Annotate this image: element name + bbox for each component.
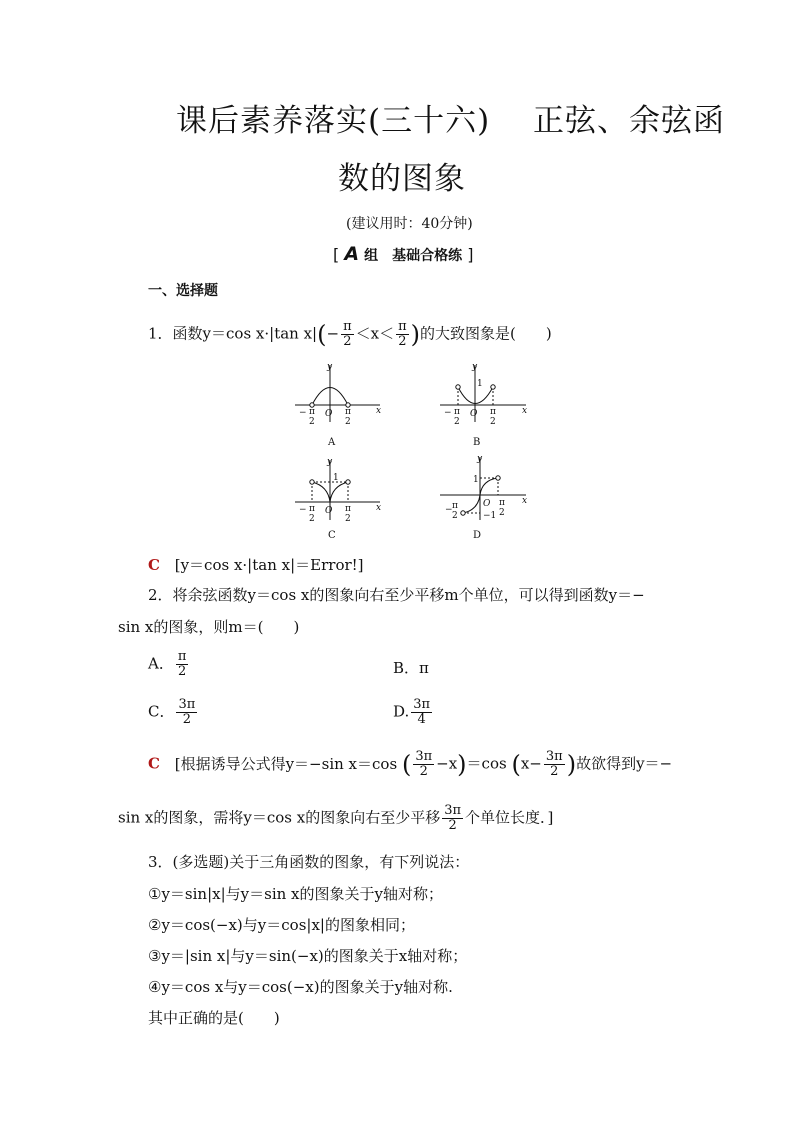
graph-label-b: B [473, 437, 481, 448]
svg-text:π: π [452, 501, 458, 511]
q2-option-c[interactable]: C． $\frac{3\pi}{2}$ [148, 697, 196, 727]
svg-text:2: 2 [309, 514, 315, 524]
q1-cond: ＜x＜ [355, 324, 395, 343]
svg-text:2: 2 [454, 417, 460, 427]
svg-text:1: 1 [473, 475, 479, 485]
graph-label-a: A [328, 437, 336, 448]
q2-option-a[interactable]: A． $\frac{\pi}{2}$ [148, 649, 187, 679]
svg-text:O: O [325, 506, 333, 516]
q1-num: 1．函数 [148, 324, 203, 343]
svg-text:y: y [472, 362, 478, 372]
svg-text:O: O [483, 499, 491, 509]
svg-text:2: 2 [345, 514, 351, 524]
question-3-stem: 3．(多选题)关于三角函数的图象，有下列说法： [148, 853, 470, 871]
page-title-line2: 数的图象 [338, 161, 466, 197]
svg-text:π: π [309, 504, 315, 514]
group-header [333, 243, 474, 265]
answer-2-line1: C [根据诱导公式得y＝−sin x＝cos ( $\frac{3\pi}{2}$ −x)＝cos (x− $\frac{3\pi}{2}$ )故欲得到y＝− [148, 749, 673, 779]
answer-1-text: [y＝cos x·|tan x|＝Error!] [174, 556, 364, 574]
svg-text:x: x [522, 406, 528, 416]
q2-option-b[interactable]: B．π [393, 659, 429, 677]
graph-label-d: D [473, 530, 482, 541]
q3-item-4: ④y＝cos x与y＝cos(−x)的图象关于y轴对称. [148, 978, 453, 996]
group-text: 组 基础合格练 [364, 248, 463, 264]
q3-item-3: ③y＝|sin x|与y＝sin(−x)的图象关于x轴对称； [148, 947, 468, 965]
svg-text:π: π [345, 504, 351, 514]
answer-1-letter: C [148, 556, 160, 574]
svg-text:1: 1 [477, 379, 483, 389]
svg-text:π: π [345, 407, 351, 417]
svg-text:2: 2 [490, 417, 496, 427]
svg-text:y: y [327, 457, 333, 467]
svg-text:x: x [376, 503, 382, 513]
svg-text:2: 2 [345, 417, 351, 427]
q3-item-2: ②y＝cos(−x)与y＝cos|x|的图象相同； [148, 916, 415, 934]
q1-graphs [290, 360, 550, 550]
q1-minus: − [326, 324, 340, 343]
q1-frac-right: $\frac{\pi}{2}$ [398, 319, 407, 349]
question-1: 1．函数y＝cos x·|tan x|(− $\frac{\pi}{2}$ ＜x＜ $\frac{\pi}{2}$ )的大致图象是( ) [148, 319, 552, 349]
svg-text:−: − [299, 408, 307, 418]
section-heading: 一、选择题 [148, 283, 218, 299]
svg-text:2: 2 [499, 508, 505, 518]
group-letter: A [344, 243, 360, 265]
answer-2-line2: sin x的图象，需将y＝cos x的图象向右至少平移 $\frac{3\pi}{2}$ 个单位长度．] [118, 803, 554, 833]
svg-text:2: 2 [452, 511, 458, 521]
answer-1 [148, 554, 364, 575]
svg-text:O: O [470, 409, 478, 419]
q2-option-d[interactable]: D. $\frac{3\pi}{4}$ [393, 697, 431, 727]
q1-tail: 的大致图象是( ) [420, 324, 552, 343]
svg-text:x: x [376, 406, 382, 416]
svg-text:−: − [445, 505, 453, 515]
svg-text:1: 1 [333, 473, 339, 483]
q1-frac-left: $\frac{\pi}{2}$ [343, 319, 352, 349]
q1-expr: y＝cos x·|tan x| [202, 324, 318, 343]
svg-text:π: π [309, 407, 315, 417]
svg-text:−: − [299, 505, 307, 515]
question-2-line2: sin x的图象，则m＝( ) [118, 618, 300, 636]
question-2-line1: 2．将余弦函数y＝cos x的图象向右至少平移m个单位，可以得到函数y＝− [148, 586, 645, 604]
q3-ask: 其中正确的是( ) [148, 1009, 280, 1027]
svg-text:π: π [454, 407, 460, 417]
page-title-line1: 课后素养落实(三十六) 正弦、余弦函 [176, 103, 726, 139]
svg-text:π: π [499, 498, 505, 508]
bracket-right: ] [467, 245, 474, 264]
bracket-left: [ [333, 245, 340, 264]
svg-text:π: π [490, 407, 496, 417]
svg-text:2: 2 [309, 417, 315, 427]
q3-item-1: ①y＝sin|x|与y＝sin x的图象关于y轴对称； [148, 885, 443, 903]
svg-text:y: y [477, 454, 483, 464]
svg-text:O: O [325, 409, 333, 419]
svg-text:−: − [444, 408, 452, 418]
svg-text:y: y [327, 362, 333, 372]
time-note: (建议用时：40分钟) [346, 216, 473, 232]
graph-label-c: C [328, 530, 336, 541]
answer-2-letter: C [148, 754, 160, 773]
svg-text:−1: −1 [483, 511, 497, 521]
svg-text:x: x [522, 496, 528, 506]
